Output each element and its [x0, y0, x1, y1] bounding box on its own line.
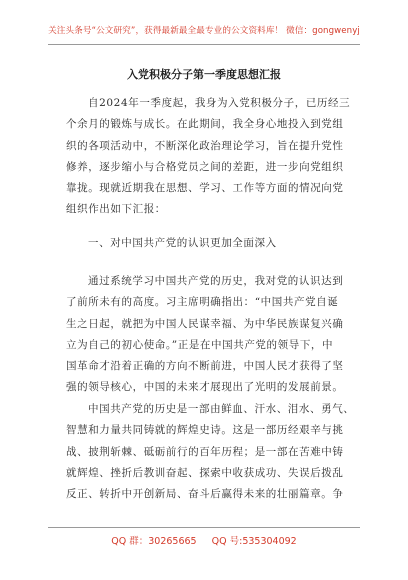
paragraph-line: 个余月的锻炼与成长。在此期间，我全身心地投入到党组	[66, 118, 344, 131]
paragraph-line: 就辉煌、挫折后教训奋起、探索中收获成功、失误后拨乱	[66, 466, 344, 479]
paragraph-intro	[66, 93, 356, 221]
paragraph-line: 立为自己的初心使命。”正是在中国共产党的领导下，中	[66, 338, 334, 351]
footer-contact	[0, 533, 408, 547]
header-banner: 关注头条号“公文研究”，获得最新最全最专业的公文资料库！ 微信：gongwenyj	[48, 26, 360, 36]
paragraph-line: 智慧和力量共同铸就的辉煌史诗。这是一部历经艰辛与挑	[66, 424, 344, 437]
paragraph-line: 强的领导核心，中国的未来才展现出了光明的发展前景。	[66, 381, 344, 394]
paragraph-line: 通过系统学习中国共产党的历史，我对党的认识达到	[88, 275, 344, 287]
qq-group-number: QQ 群：30265665	[111, 536, 197, 547]
qq-account-number: QQ 号:535304092	[211, 536, 297, 547]
paragraph-line: 生之日起，就把为中国人民谋幸福、为中华民族谋复兴确	[66, 317, 344, 330]
paragraph-line: 反正、转折中开创新局、奋斗后赢得未来的壮丽篇章。争	[66, 488, 344, 501]
header-divider	[48, 44, 360, 45]
paragraph-party-history	[66, 271, 356, 399]
paragraph-line: 靠拢。现就近期我在思想、学习、工作等方面的情况向党	[66, 182, 344, 195]
paragraph-line: 中国共产党的历史是一部由鲜血、汗水、泪水、勇气、	[88, 403, 355, 415]
paragraph-line: 战、披荆斩棘、砥砺前行的百年历程；是一部在苦难中铸	[66, 445, 344, 458]
section-heading-text: 一、对中国共产党的认识更加全面深入	[88, 237, 277, 249]
paragraph-line: 修养，逐步缩小与合格党员之间的差距，进一步向党组织	[66, 160, 344, 173]
paragraph-line: 组织作出如下汇报：	[66, 203, 166, 216]
section-heading	[66, 233, 356, 254]
footer-divider	[48, 527, 360, 528]
paragraph-epic	[66, 399, 356, 505]
paragraph-line: 自2024年一季度起，我身为入党积极分子，已历经三	[88, 97, 351, 109]
paragraph-line: 了前所未有的高度。习主席明确指出：“中国共产党自诞	[66, 296, 339, 309]
document-title: 入党积极分子第一季度思想汇报	[127, 68, 281, 81]
paragraph-line: 国革命才沿着正确的方向不断前进，中国人民才获得了坚	[66, 360, 344, 373]
paragraph-line: 织的各项活动中，不断深化政治理论学习，旨在提升党性	[66, 139, 344, 152]
